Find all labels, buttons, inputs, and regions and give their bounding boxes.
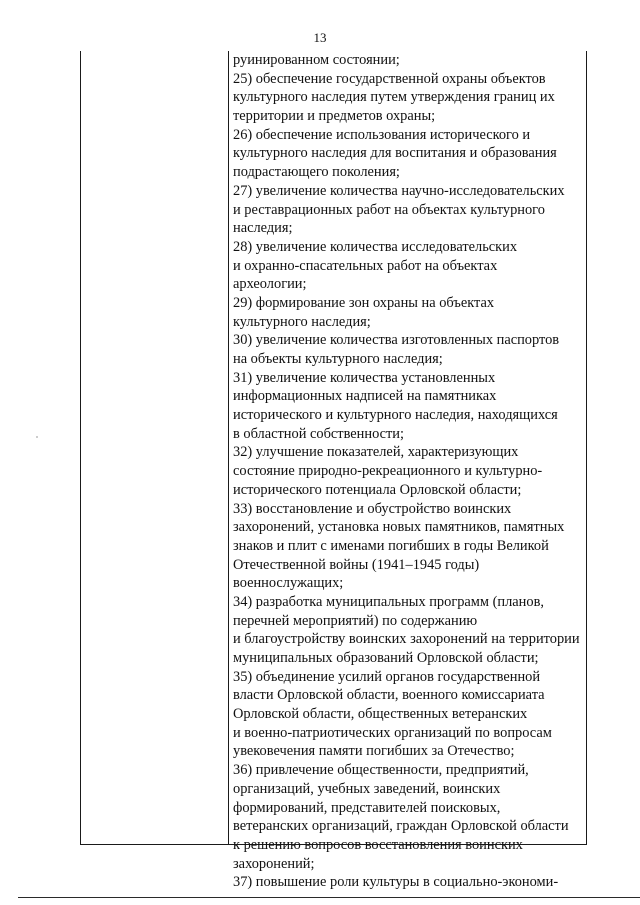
text-line: 32) улучшение показателей, характеризующих	[233, 444, 519, 461]
text-line: военнослужащих;	[233, 575, 344, 592]
text-line: перечней мероприятий) по содержанию	[233, 612, 478, 629]
table-right-cell	[233, 51, 585, 892]
text-line: в областной собственности;	[233, 425, 405, 442]
text-line: исторического потенциала Орловской области;	[233, 481, 522, 498]
text-line: 33) восстановление и обустройство воинских	[233, 500, 512, 517]
text-line: увековечения памяти погибших за Отечество;	[233, 743, 515, 760]
text-line: 25) обеспечение государственной охраны объектов	[233, 70, 546, 87]
text-line: Орловской области, общественных ветеранских	[233, 706, 528, 723]
text-line: и охранно-спасательных работ на объектах	[233, 257, 498, 274]
text-line: 29) формирование зон охраны на объектах	[233, 294, 495, 311]
scan-speck	[36, 436, 38, 438]
text-line: подрастающего поколения;	[233, 164, 400, 181]
text-line: исторического и культурного наследия, находящихся	[233, 407, 558, 424]
text-line: 36) привлечение общественности, предприятий,	[233, 762, 529, 779]
text-line: 26) обеспечение использования исторического и	[233, 126, 531, 143]
text-line: археологии;	[233, 276, 307, 293]
text-line: и военно-патриотических организаций по вопросам	[233, 724, 552, 741]
text-line: захоронений, установка новых памятников, памятных	[233, 519, 565, 536]
text-line: культурного наследия путем утверждения границ их	[233, 89, 555, 106]
text-line: 30) увеличение количества изготовленных паспортов	[233, 332, 560, 349]
text-line: Отечественной войны (1941–1945 годы)	[233, 556, 480, 573]
text-line: 28) увеличение количества исследовательских	[233, 238, 518, 255]
text-line: состояние природно-рекреационного и культурно-	[233, 463, 543, 480]
text-line: территории и предметов охраны;	[233, 108, 436, 125]
text-line: 31) увеличение количества установленных	[233, 369, 496, 386]
text-line: захоронений;	[233, 855, 315, 872]
text-line: информационных надписей на памятниках	[233, 388, 497, 405]
text-line: организаций, учебных заведений, воинских	[233, 780, 501, 797]
text-line: 27) увеличение количества научно-исследовательских	[233, 182, 565, 199]
page-number: 13	[313, 30, 327, 45]
text-line: наследия;	[233, 220, 293, 237]
text-line: знаков и плит с именами погибших в годы Великой	[233, 537, 549, 554]
text-line: формирований, представителей поисковых,	[233, 799, 501, 816]
text-line: культурного наследия;	[233, 313, 371, 330]
text-line: 37) повышение роли культуры в социально-экономи-	[233, 874, 559, 891]
text-line: муниципальных образований Орловской области;	[233, 650, 539, 666]
text-line: и благоустройству воинских захоронений на территории	[233, 631, 580, 648]
text-line: культурного наследия для воспитания и образования	[233, 145, 557, 162]
text-line: и реставрационных работ на объектах культурного	[233, 201, 545, 218]
text-line: к решению вопросов восстановления воинских	[233, 836, 523, 853]
text-line: власти Орловской области, военного комиссариата	[233, 687, 545, 704]
text-line: ветеранских организаций, граждан Орловской области	[233, 818, 569, 835]
text-line: на объекты культурного наследия;	[233, 351, 443, 367]
text-line: 34) разработка муниципальных программ (планов,	[233, 593, 544, 610]
document-table	[80, 51, 587, 891]
text-line: руинированном состоянии;	[233, 52, 400, 68]
scan-bottom-rule	[18, 897, 640, 898]
text-line: 35) объединение усилий органов государственной	[233, 668, 541, 685]
column-divider	[228, 51, 229, 844]
